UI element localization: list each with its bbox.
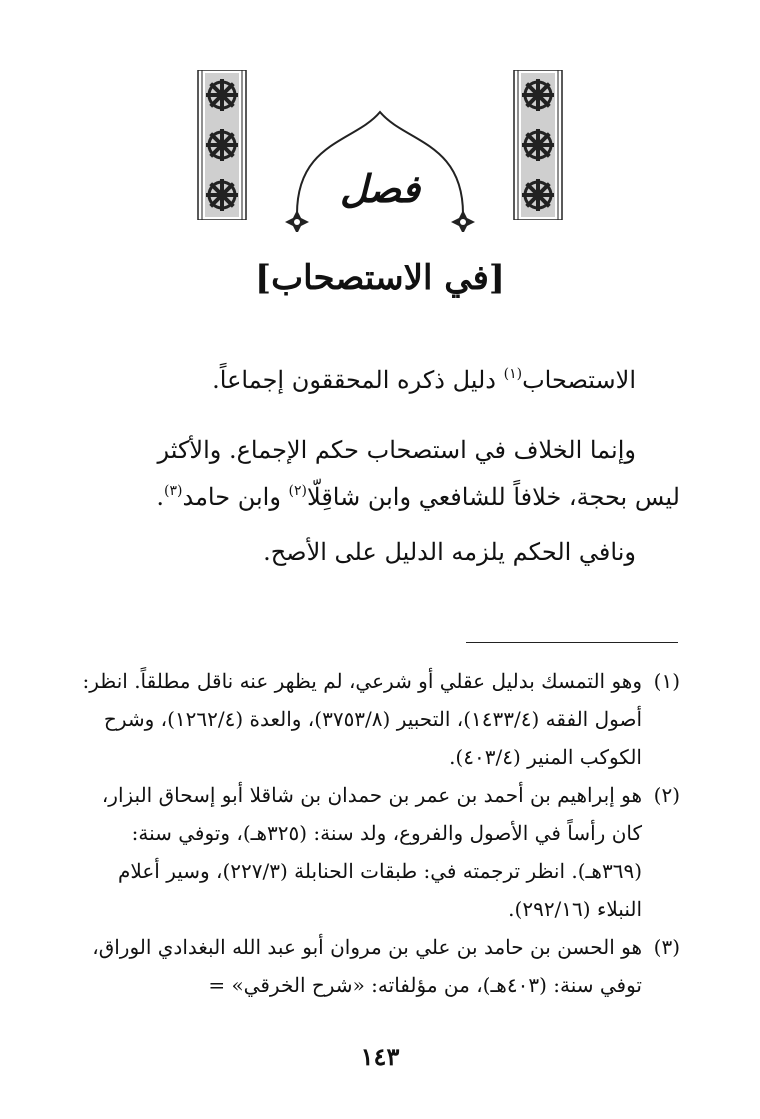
footnote-text: هو إبراهيم بن أحمد بن عمر بن حمدان بن شاقلا أبو إسحاق البزار، كان رأساً في الأصول والفروع، ولد سنة: (٣٢٥هـ)، وتوفي سنة: (٣٦٩هـ). انظر ترجمته في: طبقات الحنابلة (٢٢٧/٣)، وسير أعلام النبلاء (٢٩٢/١٦). — [101, 783, 642, 921]
paragraph-1 — [26, 366, 680, 395]
paragraph-2-part-b: وابن حامد — [182, 482, 289, 511]
footnote-ref-2[interactable]: (٢) — [288, 482, 308, 499]
footnote-ref-3[interactable]: (٣) — [164, 482, 183, 499]
footnote-text: هو الحسن بن حامد بن علي بن مروان أبو عبد الله البغدادي الوراق، توفي سنة: (٤٠٣هـ)، من مؤلفاته: «شرح الخرقي» = — [92, 935, 642, 997]
footnotes — [68, 662, 680, 1004]
footnote-ref-1[interactable]: (١) — [503, 366, 523, 382]
footnote-text: وهو التمسك بدليل عقلي أو شرعي، لم يظهر عنه ناقل مطلقاً. انظر: أصول الفقه (١٤٣٣/٤)، التحبير (٣٧٥٣/٨)، والعدة (١٢٦٢/٤)، وشرح الكوكب المنير (٤٠٣/٤). — [82, 669, 642, 769]
paragraph-3-text: ونافي الحكم يلزمه الدليل على الأصح. — [263, 538, 636, 566]
footnote-number: (٢) — [653, 783, 680, 807]
paragraph-2-part-a: ليس بحجة، خلافاً للشافعي وابن شاقِلّا — [307, 482, 680, 511]
paragraph-2 — [70, 436, 680, 512]
section-title: [في الاستصحاب] — [255, 258, 505, 298]
page-number: ١٤٣ — [360, 1042, 400, 1071]
chapter-word: فصل — [340, 166, 420, 211]
footnote-number: (١) — [653, 669, 680, 693]
paragraph-2-line-1: وإنما الخلاف في استصحاب حكم الإجماع. والأكثر — [157, 436, 636, 464]
footnote-number: (٣) — [653, 935, 680, 959]
paragraph-2-part-c: . — [156, 482, 164, 511]
paragraph-2-line-2 — [70, 483, 680, 512]
footnote-1 — [68, 662, 680, 776]
footnote-3 — [68, 928, 680, 1004]
paragraph-3 — [26, 538, 680, 567]
footnote-separator — [466, 642, 678, 643]
footnote-2 — [68, 776, 680, 928]
chapter-ornament — [190, 62, 570, 232]
paragraph-1-rest: دليل ذكره المحققون إجماعاً. — [212, 366, 504, 394]
paragraph-1-lead: الاستصحاب — [522, 366, 636, 394]
